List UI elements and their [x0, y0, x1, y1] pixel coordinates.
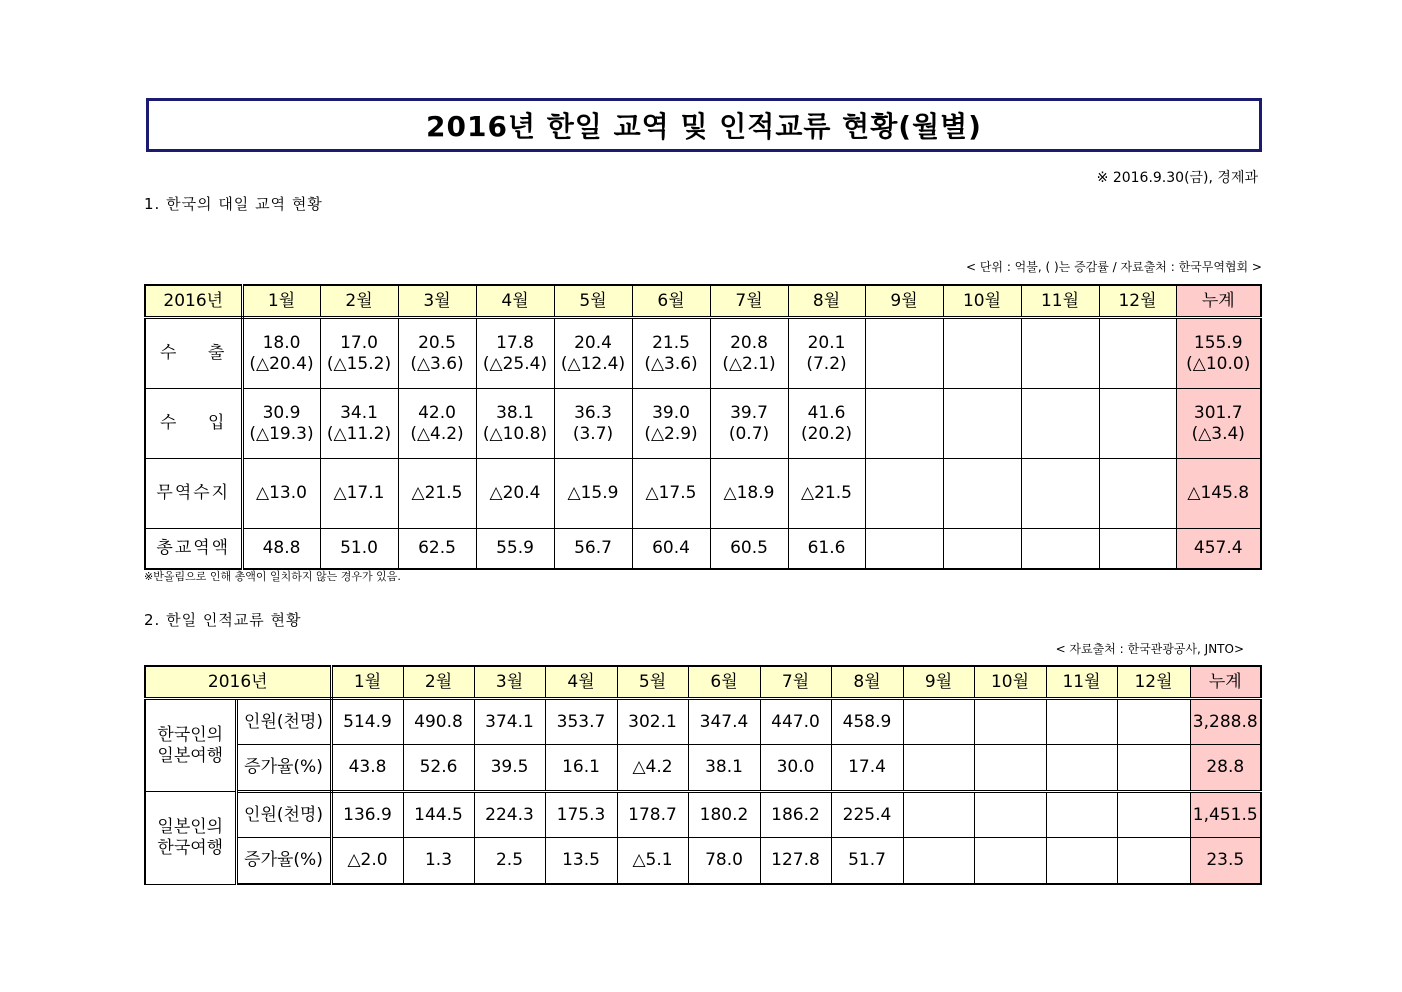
- data-cell: 175.3: [545, 792, 617, 838]
- table-row: [145, 745, 1261, 792]
- header-cell: 2월: [320, 285, 398, 318]
- data-cell: [554, 318, 632, 389]
- row-label: 무역수지: [145, 459, 242, 529]
- header-cell: 8월: [788, 285, 865, 318]
- cell-value: 21.5: [652, 332, 690, 353]
- cell-value: 301.7: [1193, 402, 1243, 423]
- header-cell: 11월: [1046, 666, 1117, 699]
- data-cell: 60.4: [632, 529, 710, 570]
- data-cell: [903, 838, 974, 885]
- data-cell: △5.1: [617, 838, 688, 885]
- data-cell: 458.9: [831, 699, 903, 745]
- header-cell: 5월: [617, 666, 688, 699]
- data-cell: 62.5: [398, 529, 476, 570]
- data-cell: [320, 318, 398, 389]
- header-cell: 9월: [903, 666, 974, 699]
- cell-value: (△4.2): [410, 423, 464, 444]
- data-cell: 457.4: [1176, 529, 1261, 570]
- table-row: [145, 389, 1261, 459]
- header-cell: 7월: [710, 285, 788, 318]
- section2-unit-note: < 자료출처 : 한국관광공사, JNTO>: [1055, 642, 1244, 656]
- data-cell: 52.6: [403, 745, 474, 792]
- cell-value: (△11.2): [326, 423, 392, 444]
- data-cell: [242, 318, 320, 389]
- data-cell: 56.7: [554, 529, 632, 570]
- cell-value: 17.8: [496, 332, 534, 353]
- header-cell: 8월: [831, 666, 903, 699]
- data-cell: 225.4: [831, 792, 903, 838]
- table-row: [145, 699, 1261, 745]
- cell-value: 20.8: [730, 332, 768, 353]
- header-cell: 6월: [688, 666, 760, 699]
- data-cell: 1,451.5: [1190, 792, 1261, 838]
- cell-value: (7.2): [806, 353, 847, 374]
- data-cell: 51.0: [320, 529, 398, 570]
- data-cell: 186.2: [760, 792, 831, 838]
- data-cell: [943, 389, 1021, 459]
- data-cell: [865, 389, 943, 459]
- data-cell: △21.5: [398, 459, 476, 529]
- cell-value: 41.6: [807, 402, 846, 423]
- cell-value: 30.9: [262, 402, 301, 423]
- data-cell: [943, 529, 1021, 570]
- header-cell: 6월: [632, 285, 710, 318]
- data-cell: 38.1: [688, 745, 760, 792]
- cell-value: (△25.4): [482, 353, 548, 374]
- data-cell: [1021, 459, 1099, 529]
- trade-footnote: ※반올림으로 인해 총액이 일치하지 않는 경우가 있음.: [144, 570, 401, 583]
- sub-label: 인원(천명): [236, 792, 331, 838]
- header-cell: 1월: [242, 285, 320, 318]
- data-cell: [1021, 529, 1099, 570]
- data-cell: [788, 389, 865, 459]
- header-cell: 5월: [554, 285, 632, 318]
- sub-label: 증가율(%): [236, 838, 331, 885]
- header-cell: 7월: [760, 666, 831, 699]
- data-cell: [1099, 529, 1176, 570]
- data-cell: △20.4: [476, 459, 554, 529]
- cell-value: 36.3: [574, 402, 612, 423]
- data-cell: [554, 389, 632, 459]
- data-cell: △2.0: [331, 838, 403, 885]
- data-cell: 51.7: [831, 838, 903, 885]
- data-cell: 302.1: [617, 699, 688, 745]
- header-cell: 10월: [974, 666, 1046, 699]
- header-cell: 4월: [545, 666, 617, 699]
- data-cell: [788, 318, 865, 389]
- data-cell: [710, 389, 788, 459]
- data-cell: [974, 699, 1046, 745]
- data-cell: 13.5: [545, 838, 617, 885]
- cell-value: 20.4: [574, 332, 612, 353]
- cell-value: (△2.1): [722, 353, 776, 374]
- date-note: ※ 2016.9.30(금), 경제과: [1096, 170, 1258, 186]
- section1-heading: 1. 한국의 대일 교역 현황: [144, 195, 323, 213]
- data-cell: 1.3: [403, 838, 474, 885]
- cell-value: (△2.9): [644, 423, 698, 444]
- exchange-table: [144, 665, 1262, 885]
- data-cell: 17.4: [831, 745, 903, 792]
- cell-value: 155.9: [1193, 332, 1243, 353]
- cell-value: (△3.6): [644, 353, 698, 374]
- data-cell: [903, 745, 974, 792]
- cell-value: 39.7: [730, 402, 768, 423]
- group-label-line: 일본인의: [157, 816, 224, 837]
- header-cell: 12월: [1117, 666, 1190, 699]
- table-row: [145, 792, 1261, 838]
- section1-unit-note: < 단위 : 억불, ( )는 증감률 / 자료출처 : 한국무역협회 >: [965, 260, 1262, 274]
- data-cell: [865, 459, 943, 529]
- header-cell: 3월: [398, 285, 476, 318]
- data-cell: 2.5: [474, 838, 545, 885]
- cell-value: (20.2): [800, 423, 853, 444]
- cell-value: (△19.3): [249, 423, 314, 444]
- cell-value: (3.7): [572, 423, 614, 444]
- section2-heading: 2. 한일 인적교류 현황: [144, 611, 302, 629]
- data-cell: [1046, 699, 1117, 745]
- data-cell: [903, 792, 974, 838]
- data-cell: 224.3: [474, 792, 545, 838]
- cell-value: 20.5: [418, 332, 456, 353]
- data-cell: [1046, 792, 1117, 838]
- data-cell: △21.5: [788, 459, 865, 529]
- header-cell: 4월: [476, 285, 554, 318]
- data-cell: [1021, 318, 1099, 389]
- cell-value: 38.1: [496, 402, 534, 423]
- data-cell: [476, 318, 554, 389]
- data-cell: 60.5: [710, 529, 788, 570]
- row-label: 수 출: [145, 318, 242, 389]
- table-row: [145, 529, 1261, 570]
- header-cell: 11월: [1021, 285, 1099, 318]
- data-cell: [1176, 318, 1261, 389]
- data-cell: 347.4: [688, 699, 760, 745]
- cell-value: 18.0: [262, 332, 301, 353]
- data-cell: [943, 318, 1021, 389]
- data-cell: 136.9: [331, 792, 403, 838]
- title-box: [146, 98, 1262, 152]
- data-cell: [1117, 838, 1190, 885]
- data-cell: [1176, 389, 1261, 459]
- data-cell: 78.0: [688, 838, 760, 885]
- data-cell: [476, 389, 554, 459]
- header-cell: 2016년: [145, 285, 242, 318]
- data-cell: 48.8: [242, 529, 320, 570]
- cell-value: 20.1: [807, 332, 846, 353]
- header-cell: 1월: [331, 666, 403, 699]
- data-cell: 28.8: [1190, 745, 1261, 792]
- data-cell: [1046, 745, 1117, 792]
- data-cell: [865, 529, 943, 570]
- data-cell: [943, 459, 1021, 529]
- header-row: [145, 285, 1261, 318]
- cell-value: (0.7): [728, 423, 770, 444]
- table-row: [145, 318, 1261, 389]
- row-label: 총교역액: [145, 529, 242, 570]
- header-cell: 누계: [1190, 666, 1261, 699]
- group-label: [145, 699, 236, 792]
- data-cell: [1046, 838, 1117, 885]
- cell-value: (△10.8): [482, 423, 548, 444]
- cell-value: (△15.2): [326, 353, 392, 374]
- header-cell: 3월: [474, 666, 545, 699]
- sub-label: 증가율(%): [236, 745, 331, 792]
- data-cell: △18.9: [710, 459, 788, 529]
- data-cell: 374.1: [474, 699, 545, 745]
- data-cell: 447.0: [760, 699, 831, 745]
- header-cell: 2016년: [145, 666, 331, 699]
- data-cell: 3,288.8: [1190, 699, 1261, 745]
- data-cell: 490.8: [403, 699, 474, 745]
- data-cell: 39.5: [474, 745, 545, 792]
- data-cell: △15.9: [554, 459, 632, 529]
- header-cell: 10월: [943, 285, 1021, 318]
- data-cell: [710, 318, 788, 389]
- data-cell: 180.2: [688, 792, 760, 838]
- data-cell: [903, 699, 974, 745]
- data-cell: [398, 389, 476, 459]
- data-cell: [974, 792, 1046, 838]
- data-cell: 43.8: [331, 745, 403, 792]
- cell-value: (△3.6): [410, 353, 464, 374]
- cell-value: (△12.4): [560, 353, 626, 374]
- group-label-line: 한국여행: [157, 837, 224, 858]
- data-cell: [1099, 318, 1176, 389]
- header-row: [145, 666, 1261, 699]
- data-cell: [242, 389, 320, 459]
- data-cell: [1117, 792, 1190, 838]
- data-cell: [320, 389, 398, 459]
- data-cell: [974, 745, 1046, 792]
- header-cell: 12월: [1099, 285, 1176, 318]
- data-cell: △4.2: [617, 745, 688, 792]
- data-cell: [1021, 389, 1099, 459]
- sub-label: 인원(천명): [236, 699, 331, 745]
- row-label: 수 입: [145, 389, 242, 459]
- cell-value: (△20.4): [249, 353, 314, 374]
- cell-value: 17.0: [340, 332, 378, 353]
- data-cell: [1117, 699, 1190, 745]
- data-cell: 23.5: [1190, 838, 1261, 885]
- data-cell: [398, 318, 476, 389]
- data-cell: [632, 318, 710, 389]
- header-cell: 9월: [865, 285, 943, 318]
- table-row: [145, 459, 1261, 529]
- data-cell: 16.1: [545, 745, 617, 792]
- data-cell: [632, 389, 710, 459]
- group-label-line: 일본여행: [157, 745, 224, 766]
- group-label-line: 한국인의: [157, 724, 224, 745]
- data-cell: [974, 838, 1046, 885]
- data-cell: △17.1: [320, 459, 398, 529]
- data-cell: △13.0: [242, 459, 320, 529]
- data-cell: [1117, 745, 1190, 792]
- data-cell: 55.9: [476, 529, 554, 570]
- data-cell: [1099, 389, 1176, 459]
- cell-value: (△3.4): [1191, 423, 1245, 444]
- cell-value: 34.1: [340, 402, 378, 423]
- cell-value: (△10.0): [1186, 353, 1251, 374]
- header-cell: 2월: [403, 666, 474, 699]
- table-row: [145, 838, 1261, 885]
- data-cell: △145.8: [1176, 459, 1261, 529]
- cell-value: 39.0: [652, 402, 690, 423]
- header-cell: 누계: [1176, 285, 1261, 318]
- data-cell: [865, 318, 943, 389]
- data-cell: 353.7: [545, 699, 617, 745]
- data-cell: 61.6: [788, 529, 865, 570]
- page-title: 2016년 한일 교역 및 인적교류 현황(월별): [426, 110, 982, 143]
- group-label: [145, 792, 236, 885]
- trade-table: [144, 284, 1262, 570]
- data-cell: 127.8: [760, 838, 831, 885]
- data-cell: 30.0: [760, 745, 831, 792]
- data-cell: 144.5: [403, 792, 474, 838]
- data-cell: [1099, 459, 1176, 529]
- cell-value: 42.0: [418, 402, 456, 423]
- data-cell: 514.9: [331, 699, 403, 745]
- data-cell: △17.5: [632, 459, 710, 529]
- data-cell: 178.7: [617, 792, 688, 838]
